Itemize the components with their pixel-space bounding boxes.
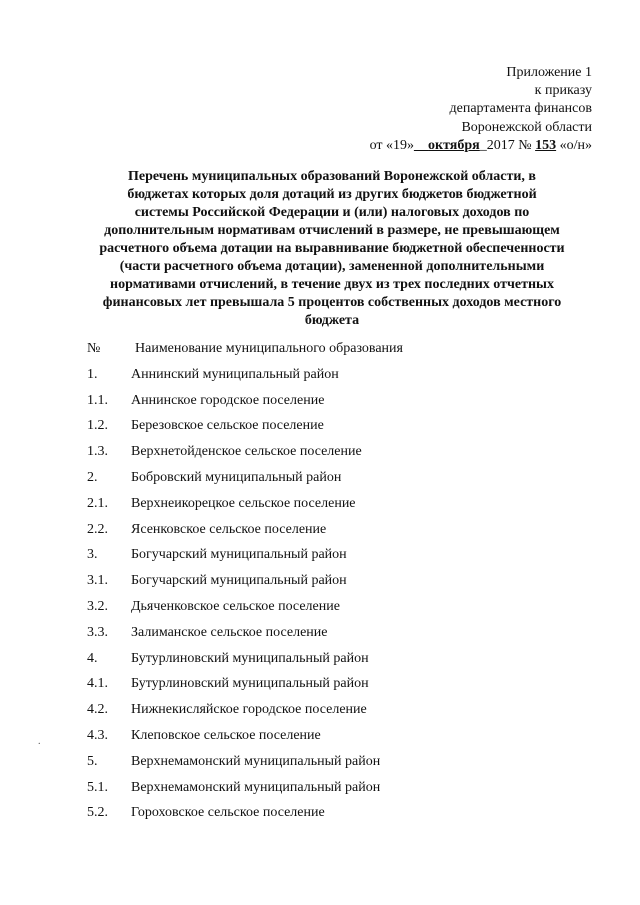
header-num: № — [87, 341, 101, 356]
item-number: 5.2. — [87, 805, 108, 821]
document-title — [78, 168, 586, 330]
item-number: 3. — [87, 547, 98, 563]
list-item — [87, 573, 587, 599]
order-year: _2017 № — [479, 137, 532, 153]
item-number: 3.3. — [87, 624, 108, 640]
margin-mark: . — [38, 736, 41, 747]
item-name: Нижнекисляйское городское поселение — [131, 702, 367, 718]
order-suffix: «о/н» — [559, 137, 592, 153]
list-header — [87, 341, 587, 367]
list-item — [87, 367, 587, 393]
order-date-gap: __ — [414, 137, 429, 153]
list-item — [87, 444, 587, 470]
list-item — [87, 651, 587, 677]
item-number: 2.2. — [87, 521, 108, 537]
order-number: 153 — [535, 137, 557, 153]
title-line: нормативами отчислений, в течение двух из трех последних отчетных — [110, 277, 554, 292]
item-name: Березовское сельское поселение — [131, 418, 324, 434]
item-name: Бобровский муниципальный район — [131, 469, 342, 485]
item-number: 5. — [87, 753, 98, 769]
item-number: 3.2. — [87, 598, 108, 614]
item-number: 1.3. — [87, 444, 108, 460]
title-line: (части расчетного объема дотации), замененной дополнительными — [119, 259, 545, 274]
appendix-line: Приложение 1 — [506, 65, 592, 80]
list-item — [87, 728, 587, 754]
item-name: Дьяченковское сельское поселение — [131, 598, 340, 614]
item-name: Бутурлиновский муниципальный район — [131, 676, 369, 692]
item-name: Верхнемамонский муниципальный район — [131, 779, 381, 795]
item-name: Верхнемамонский муниципальный район — [131, 753, 381, 769]
appendix-line: Воронежской области — [461, 119, 592, 135]
item-name: Гороховское сельское поселение — [131, 805, 325, 821]
order-date-prefix: от «19» — [369, 137, 415, 153]
list-item — [87, 702, 587, 728]
title-line: расчетного объема дотации на выравнивание бюджетной обеспеченности — [99, 241, 565, 256]
header-name: Наименование муниципального образования — [135, 341, 403, 356]
item-name: Ясенковское сельское поселение — [131, 521, 327, 537]
item-number: 4.1. — [87, 676, 108, 692]
list-item — [87, 805, 587, 831]
order-month: октября — [428, 137, 480, 153]
item-number: 1. — [87, 366, 98, 382]
item-number: 4.2. — [87, 702, 108, 718]
appendix-line: департамента финансов — [449, 101, 592, 117]
item-name: Богучарский муниципальный район — [131, 573, 347, 589]
item-name: Верхнеикорецкое сельское поселение — [131, 495, 356, 511]
title-line: бюджетах которых доля дотаций из других бюджетов бюджетной — [127, 187, 537, 202]
list-item — [87, 676, 587, 702]
item-number: 3.1. — [87, 573, 108, 589]
appendix-block — [370, 64, 592, 155]
item-name: Клеповское сельское поселение — [131, 727, 321, 743]
list-item — [87, 599, 587, 625]
list-item — [87, 754, 587, 780]
item-number: 1.2. — [87, 418, 108, 434]
title-line: Перечень муниципальных образований Воронежской области, в — [127, 169, 536, 184]
item-number: 2.1. — [87, 495, 108, 511]
item-number: 1.1. — [87, 392, 108, 408]
item-name: Аннинское городское поселение — [131, 392, 325, 408]
list-item — [87, 522, 587, 548]
title-line: бюджета — [304, 313, 360, 328]
item-number: 5.1. — [87, 779, 108, 795]
item-name: Богучарский муниципальный район — [131, 547, 347, 563]
list-item — [87, 393, 587, 419]
title-line: дополнительным нормативам отчислений в размере, не превышающем — [104, 223, 560, 238]
item-name: Верхнетойденское сельское поселение — [131, 444, 362, 460]
item-name: Аннинский муниципальный район — [131, 366, 339, 382]
item-name: Залиманское сельское поселение — [131, 624, 328, 640]
list-item — [87, 470, 587, 496]
order-date-line — [370, 137, 592, 155]
item-name: Бутурлиновский муниципальный район — [131, 650, 369, 666]
appendix-line: к приказу — [534, 83, 592, 99]
municipality-list — [87, 341, 587, 831]
item-number: 2. — [87, 469, 98, 485]
title-line: финансовых лет превышала 5 процентов собственных доходов местного — [102, 295, 562, 310]
title-line: системы Российской Федерации и (или) налоговых доходов по — [134, 205, 530, 220]
list-item — [87, 496, 587, 522]
list-item — [87, 547, 587, 573]
item-number: 4. — [87, 650, 98, 666]
item-number: 4.3. — [87, 727, 108, 743]
list-item — [87, 780, 587, 806]
list-item — [87, 625, 587, 651]
list-item — [87, 418, 587, 444]
